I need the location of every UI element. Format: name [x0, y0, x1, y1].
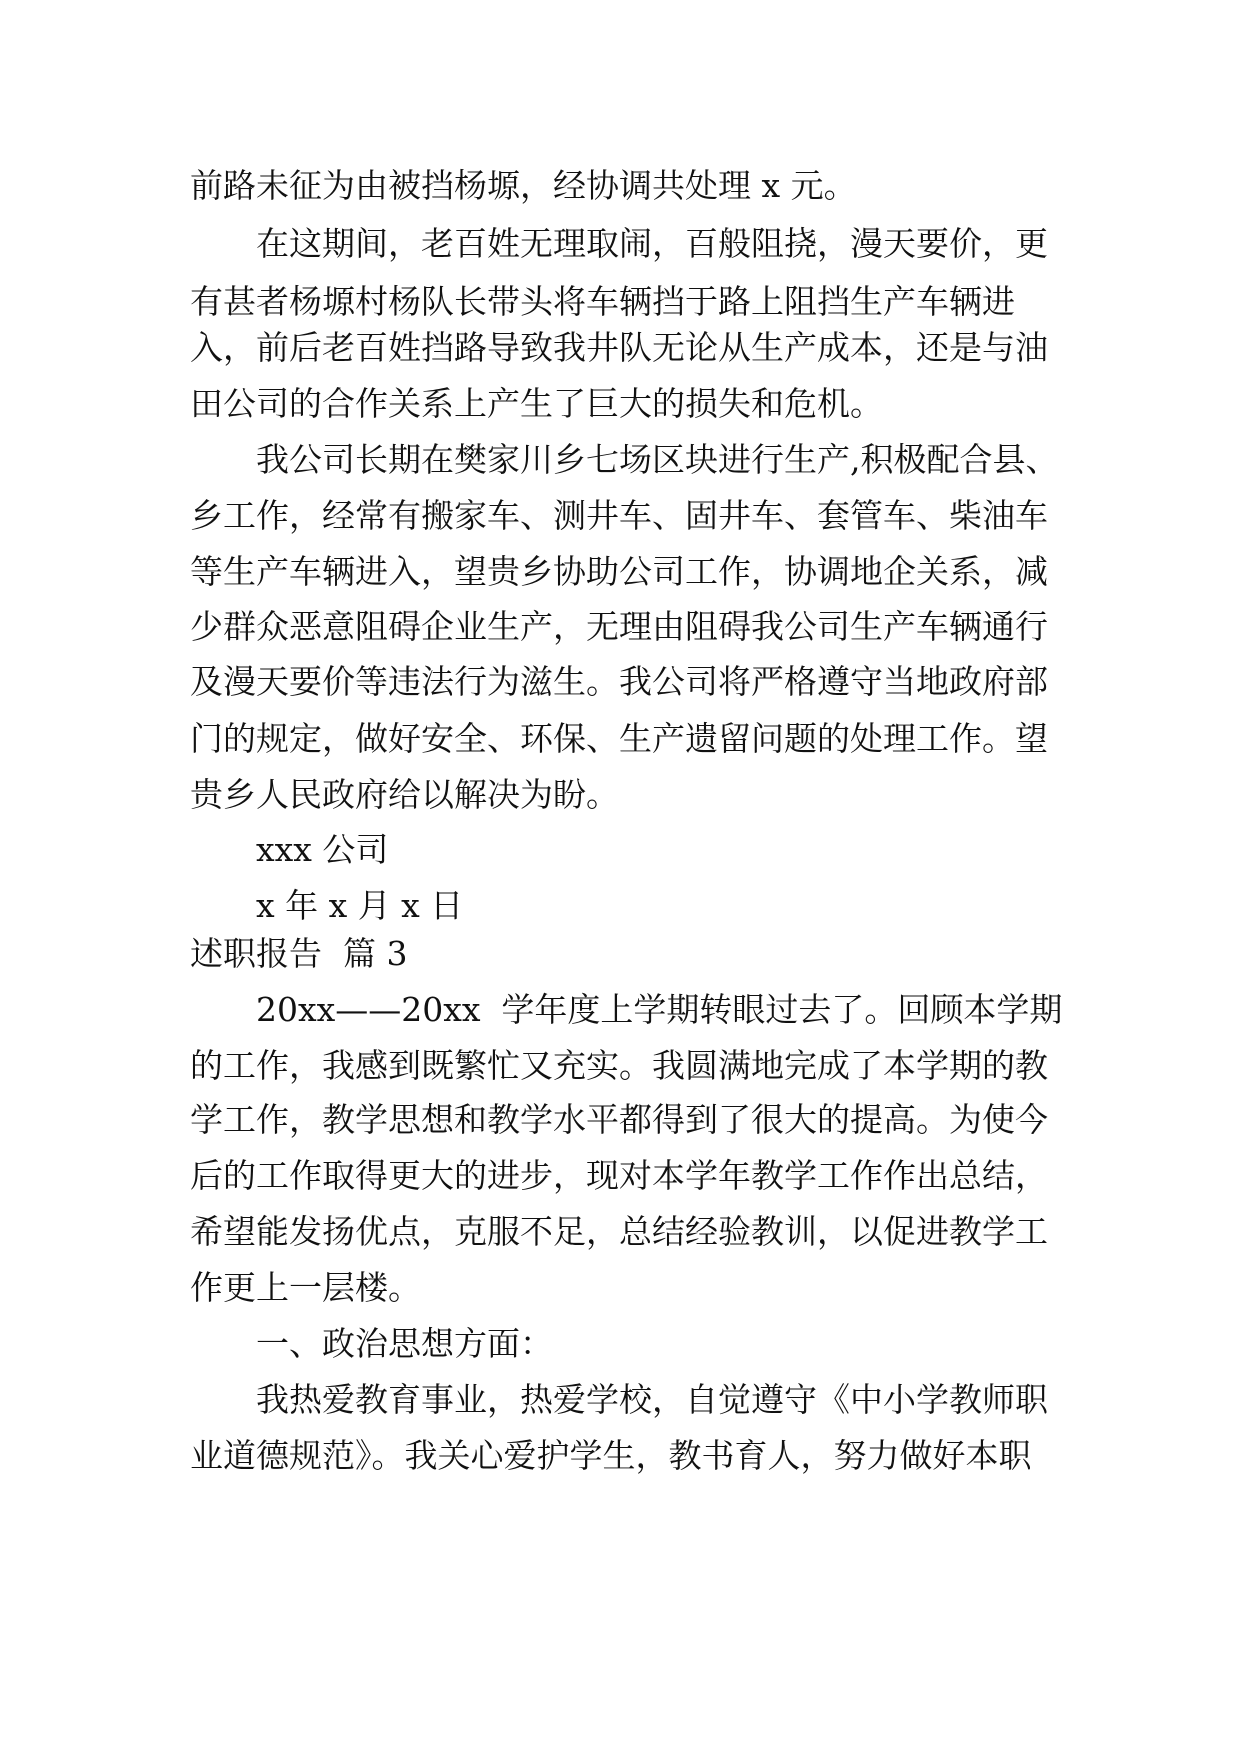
text-line: 业道德规范》。我关心爱护学生，教书育人，努力做好本职: [190, 1436, 1032, 1475]
text-line: 少群众恶意阻碍企业生产，无理由阻碍我公司生产车辆通行: [190, 607, 1048, 646]
text-line: 后的工作取得更大的进步，现对本学年教学工作作出总结，: [190, 1156, 1048, 1195]
text-line: 作更上一层楼。: [190, 1268, 421, 1307]
signature-company: xxx 公司: [256, 830, 389, 869]
text-line: 希望能发扬优点，克服不足，总结经验教训，以促进教学工: [190, 1212, 1048, 1251]
text-line: 田公司的合作关系上产生了巨大的损失和危机。: [190, 384, 883, 423]
text-line: 贵乡人民政府给以解决为盼。: [190, 775, 619, 814]
paragraph-line: 我公司长期在樊家川乡七场区块进行生产,积极配合县、: [256, 440, 1059, 479]
text-line: 有甚者杨塬村杨队长带头将车辆挡于路上阻挡生产车辆进: [190, 282, 1015, 321]
text-line: 学工作，教学思想和教学水平都得到了很大的提高。为使今: [190, 1100, 1048, 1139]
text-line: 的工作，我感到既繁忙又充实。我圆满地完成了本学期的教: [190, 1046, 1048, 1085]
text-line: 等生产车辆进入，望贵乡协助公司工作，协调地企关系，减: [190, 552, 1048, 591]
paragraph-line: 我热爱教育事业，热爱学校，自觉遵守《中小学教师职: [256, 1380, 1048, 1419]
text-line: 前路未征为由被挡杨塬，经协调共处理 x 元。: [190, 166, 857, 205]
paragraph-line: 在这期间，老百姓无理取闹，百般阻挠，漫天要价，更: [256, 224, 1048, 263]
text-line: 入，前后老百姓挡路导致我井队无论从生产成本，还是与油: [190, 328, 1048, 367]
paragraph-line: 20xx——20xx 学年度上学期转眼过去了。回顾本学期: [256, 990, 1063, 1029]
text-line: 门的规定，做好安全、环保、生产遗留问题的处理工作。望: [190, 719, 1048, 758]
text-line: 及漫天要价等违法行为滋生。我公司将严格遵守当地政府部: [190, 662, 1048, 701]
subsection-heading: 一、政治思想方面：: [256, 1324, 553, 1363]
section-heading: 述职报告 篇 3: [190, 934, 408, 973]
signature-date: x 年 x 月 x 日: [256, 886, 464, 925]
text-line: 乡工作，经常有搬家车、测井车、固井车、套管车、柴油车: [190, 496, 1048, 535]
